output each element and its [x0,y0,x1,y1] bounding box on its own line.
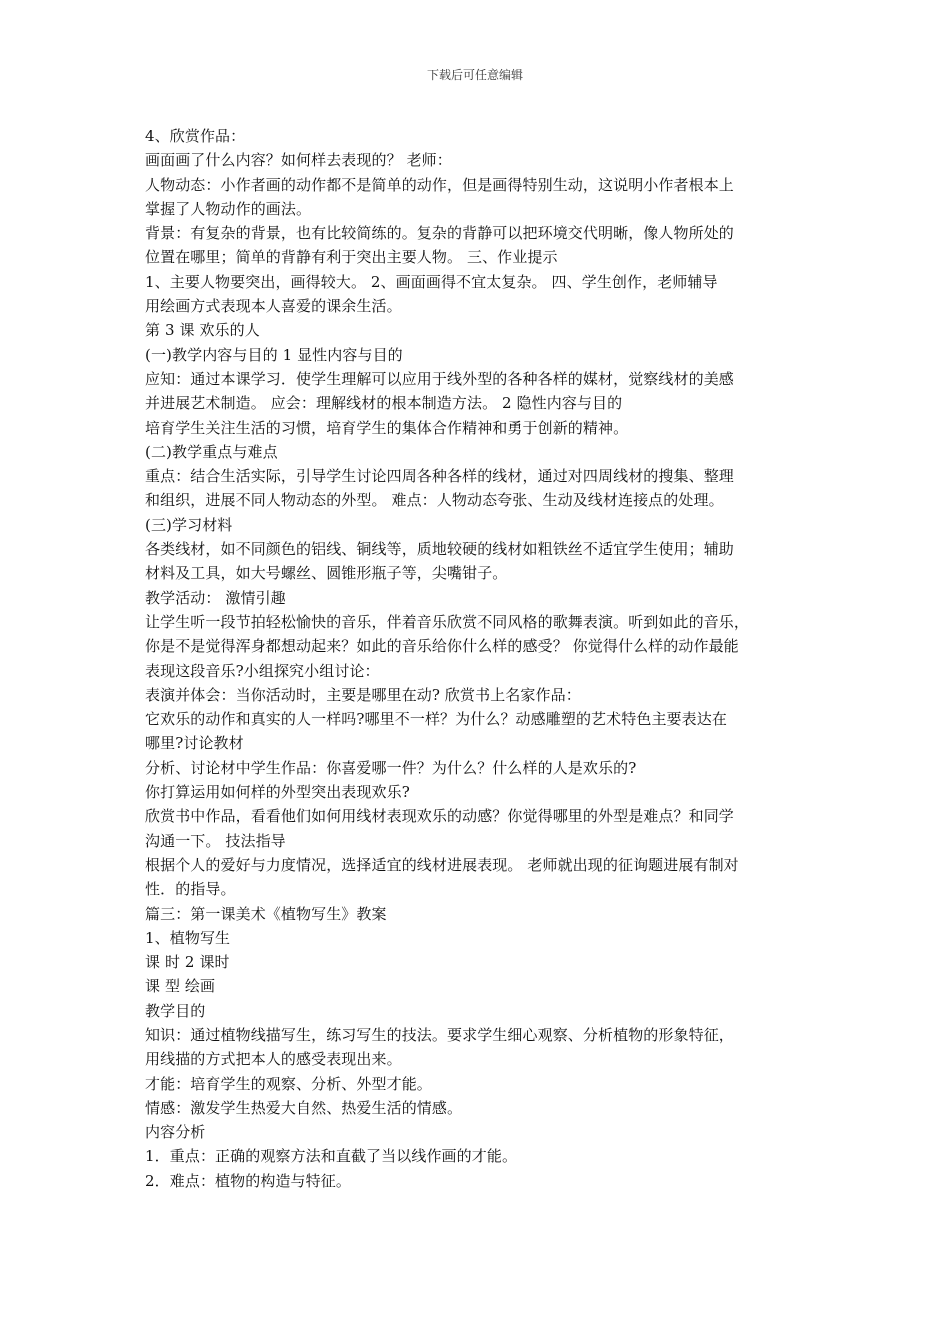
text-line: 沟通一下。 技法指导 [145,831,286,850]
text-line: 用绘画方式表现本人喜爱的课余生活。 [145,297,402,316]
section-heading: (一)教学内容与目的 1 显性内容与目的 [145,345,403,364]
text-line: 知识：通过植物线描写生，练习写生的技法。要求学生细心观察、分析植物的形象特征， [145,1025,734,1044]
text-line: 你是不是觉得浑身都想动起来？如此的音乐给你什么样的感受？ 你觉得什么样的动作最能 [145,637,739,656]
page-header: 下载后可任意编辑 [426,68,523,82]
text-line: 你打算运用如何样的外型突出表现欢乐? [145,783,410,802]
text-line: 4、欣赏作品： [145,127,246,145]
text-line: 位置在哪里；简单的背静有利于突出主要人物。 三、作业提示 [145,248,558,267]
text-line: 和组织，进展不同人物动态的外型。 难点：人物动态夸张、生动及线材连接点的处理。 [145,491,724,510]
section-heading: (二)教学重点与难点 [145,442,278,461]
text-line: 画面画了什么内容？如何样去表现的？ 老师： [145,151,452,170]
text-line: 分析、讨论材中学生作品：你喜爱哪一件？为什么？什么样的人是欢乐的? [145,758,637,777]
text-line: 它欢乐的动作和真实的人一样吗?哪里不一样？为什么？动感雕塑的艺术特色主要表达在 [145,710,727,729]
section-heading: (三)学习材料 [145,515,233,534]
text-line: 课 时 2 课时 [145,953,230,972]
text-line: 表演并体会：当你活动时，主要是哪里在动? 欣赏书上名家作品： [145,685,581,704]
text-line: 内容分析 [145,1123,206,1142]
text-line: 根据个人的爱好与力度情况，选择适宜的线材进展表现。 老师就出现的征询题进展有制对 [145,855,739,874]
text-line: 才能：培育学生的观察、分析、外型才能。 [145,1074,432,1093]
text-line: 1、植物写生 [145,928,231,947]
text-line: 背景：有复杂的背景，也有比较简练的。复杂的背静可以把环境交代明晰，像人物所处的 [145,224,734,243]
text-line: 材料及工具，如大号螺丝、圆锥形瓶子等，尖嘴钳子。 [145,564,508,583]
text-line: 哪里?讨论教材 [145,734,244,753]
text-line: 课 型 绘画 [145,977,216,996]
text-line: 情感：激发学生热爱大自然、热爱生活的情感。 [145,1098,463,1117]
text-line: 1．重点：正确的观察方法和直截了当以线作画的才能。 [145,1147,518,1166]
text-line: 人物动态：小作者画的动作都不是简单的动作，但是画得特别生动，这说明小作者根本上 [145,175,734,194]
text-line: 并进展艺术制造。 应会：理解线材的根本制造方法。 2 隐性内容与目的 [145,394,623,413]
text-line: 应知：通过本课学习．使学生理解可以应用于线外型的各种各样的媒材，觉察线材的美感 [145,369,734,388]
document-body [145,124,813,1193]
text-line: 用线描的方式把本人的感受表现出来。 [145,1050,402,1069]
text-line: 表现这段音乐?小组探究小组讨论： [145,661,380,680]
lesson-title: 第 3 课 欢乐的人 [145,321,260,340]
text-line: 1、主要人物要突出，画得较大。 2、画面画得不宜太复杂。 四、学生创作，老师辅导 [145,272,718,291]
text-line: 教学目的 [145,1001,206,1020]
text-line: 欣赏书中作品，看看他们如何用线材表现欢乐的动感？你觉得哪里的外型是难点？和同学 [145,807,734,826]
text-line: 2．难点：植物的构造与特征。 [145,1171,351,1190]
text-line: 性．的指导。 [145,880,236,899]
text-line: 重点：结合生活实际，引导学生讨论四周各种各样的线材，通过对四周线材的搜集、整理 [145,467,734,486]
text-line: 培育学生关注生活的习惯，培育学生的集体合作精神和勇于创新的精神。 [145,418,629,437]
text-line: 掌握了人物动作的画法。 [145,199,312,218]
text-line: 各类线材，如不同颜色的铝线、铜线等，质地较硬的线材如粗铁丝不适宜学生使用；辅助 [145,540,734,559]
text-line: 让学生听一段节拍轻松愉快的音乐，伴着音乐欣赏不同风格的歌舞表演。听到如此的音乐， [145,612,750,631]
chapter-title: 篇三：第一课美术《植物写生》教案 [145,904,387,923]
text-line: 教学活动： 激情引趣 [145,588,286,607]
